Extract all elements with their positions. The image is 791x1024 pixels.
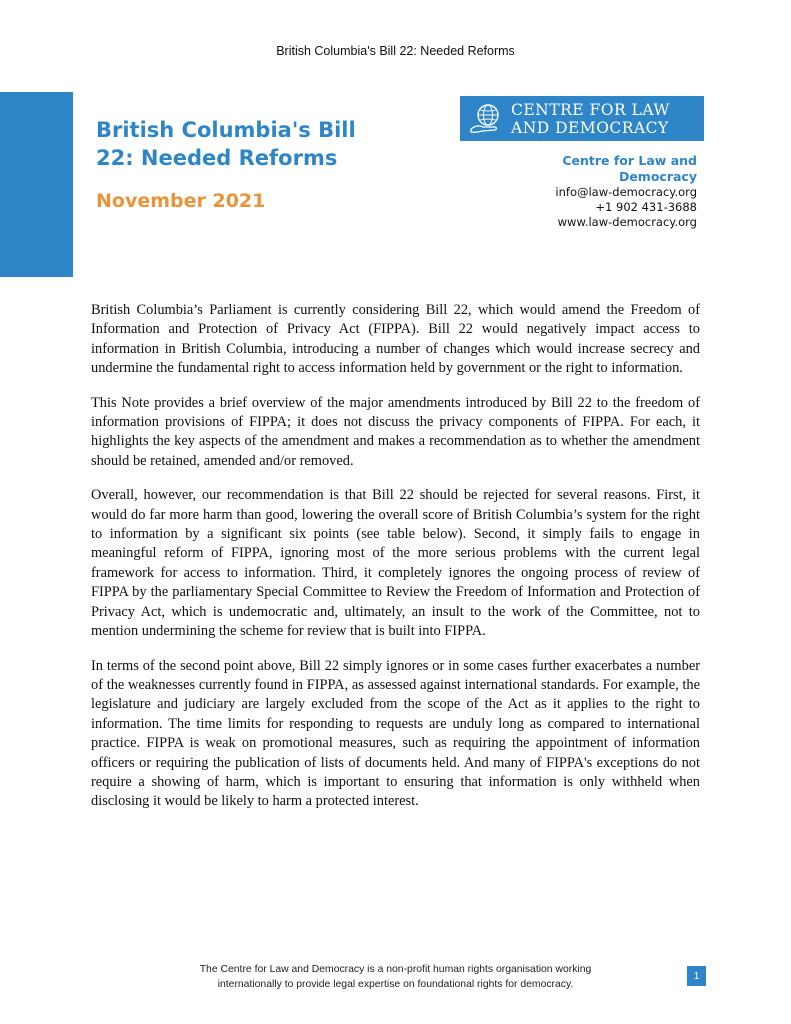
organization-logo xyxy=(460,96,704,141)
contact-email[interactable]: info@law-democracy.org xyxy=(555,185,697,199)
logo-line-1: CENTRE FOR LAW xyxy=(511,100,670,119)
paragraph: This Note provides a brief overview of the major amendments introduced by Bill 22 to the freedom of information provisions of FIPPA; it does not discuss the privacy components of FIPPA. For each, it highlights the key aspects of the amendment and makes a recommendation as to whether the amendment should be retained, amended and/or removed. xyxy=(91,394,700,469)
paragraph: British Columbia’s Parliament is currently considering Bill 22, which would amend the Freedom of Information and Protection of Privacy Act (FIPPA). Bill 22 would negatively impact access to information in British Columbia, introducing a number of changes which would increase secrecy and undermine the fundamental right to access information held by government or the right to information. xyxy=(91,302,700,377)
page-footer xyxy=(0,962,791,992)
document-date: November 2021 xyxy=(96,190,266,212)
organization-name: Centre for Law and Democracy xyxy=(562,153,697,184)
paragraph: Overall, however, our recommendation is that Bill 22 should be rejected for several reasons. First, it would do far more harm than good, lowering the overall score of British Columbia’s system for the right to information by a significant six points (see table below). Second, it simply fails to engage in meaningful reform of FIPPA, ignoring most of the more serious problems with the current legal framework for access to information. Third, it completely ignores the ongoing process of review of FIPPA by the parliamentary Special Committee to Review the Freedom of Information and Protection of Privacy Act, which is undemocratic and, ultimately, an insult to the work of the Committee, not to mention undermining the scheme for review that is built into FIPPA. xyxy=(91,487,700,640)
contact-website[interactable]: www.law-democracy.org xyxy=(557,215,697,229)
logo-wordmark xyxy=(511,101,670,137)
paragraph: In terms of the second point above, Bill 22 simply ignores or in some cases further exacerbates a number of the weaknesses currently found in FIPPA, as assessed against international standards. For example, the legislature and judiciary are largely excluded from the scope of the Act as it applies to the right to information. The time limits for responding to requests are unduly long as compared to international practice. FIPPA is weak on promotional measures, such as requiring the appointment of information officers or requiring the publication of lists of documents held. And many of FIPPA's exceptions do not require a showing of harm, which is important to ensuring that information is only withheld when disclosing it would be likely to harm a protected interest. xyxy=(91,657,700,810)
page-number: 1 xyxy=(687,966,706,986)
globe-hand-icon xyxy=(469,102,503,136)
body-text xyxy=(91,301,700,827)
contact-block xyxy=(547,153,697,230)
logo-line-2: AND DEMOCRACY xyxy=(511,118,669,137)
accent-bar xyxy=(0,92,73,277)
footer-line-1: The Centre for Law and Democracy is a non-profit human rights organisation working xyxy=(199,964,592,975)
document-title: British Columbia's Bill 22: Needed Reforms xyxy=(96,118,356,170)
running-header: British Columbia's Bill 22: Needed Reforms xyxy=(276,44,515,58)
contact-phone: +1 902 431-3688 xyxy=(595,200,697,214)
footer-line-2: internationally to provide legal expertise on foundational rights for democracy. xyxy=(217,979,574,990)
